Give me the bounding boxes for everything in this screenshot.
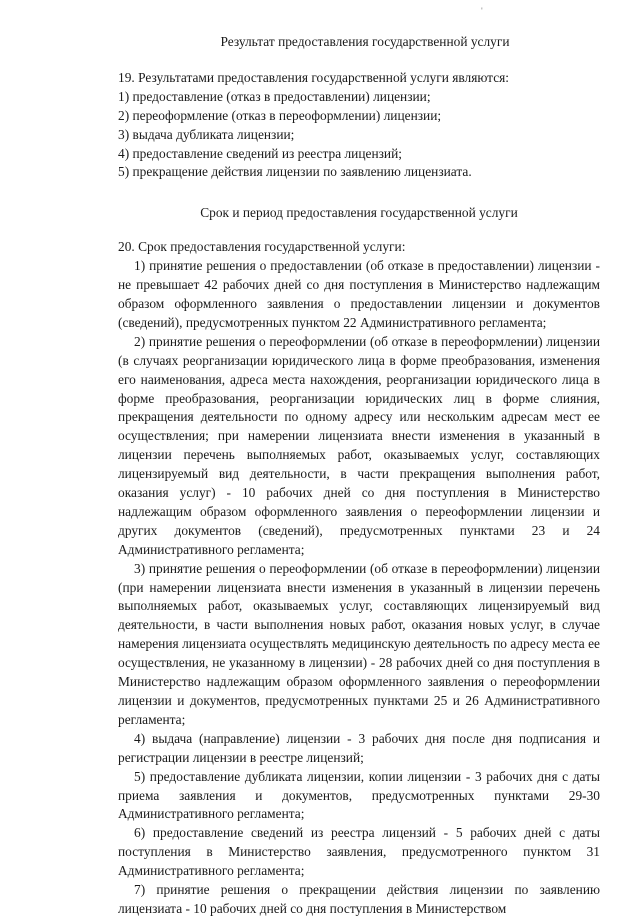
result-item-2: 2) переоформление (отказ в переоформлении) лицензии; [118, 107, 442, 123]
term-item-3: 3) принятие решения о переоформлении (об отказе в переоформлении) лицензии (при намерении лицензиата внести изменения в указанный в лицензии перечень выполняемых работ, оказываемых услуг, составляющих лицензируемый вид деятельности, в части выполнения новых работ, оказания новых услуг, в случае намерения лицензиата осуществлять медицинскую деятельность по адресу места ее осуществления, не указанному в лицензии) - 28 рабочих дней со дня поступления в Министерство надлежащим образом оформленного заявления о переоформлении лицензии и документов, предусмотренных пунктами 25 и 26 Административного регламента; [118, 560, 600, 727]
term-item-6: 6) предоставление сведений из реестра лицензий - 5 рабочих дней с даты поступления в Министерство заявления, предусмотренного пунктом 31 Административного регламента; [118, 825, 600, 879]
section-heading-result: Результат предоставления государственной услуги [220, 34, 510, 49]
result-item-4: 4) предоставление сведений из реестра лицензий; [118, 145, 402, 161]
document-page [118, 33, 600, 919]
result-item-3: 3) выдача дубликата лицензии; [118, 126, 295, 142]
result-item-1: 1) предоставление (отказ в предоставлении) лицензии; [118, 88, 431, 104]
term-item-1: 1) принятие решения о предоставлении (об отказе в предоставлении) лицензии - не превышает 42 рабочих дней со дня поступления в Министерство надлежащим образом оформленного заявления о предоставлении лицензии и документов (сведений), предусмотренных пунктом 22 Административного регламента; [118, 258, 600, 330]
term-item-5: 5) предоставление дубликата лицензии, копии лицензии - 3 рабочих дня с даты приема заявления и документов, предусмотренных пунктами 29-30 Административного регламента; [118, 768, 600, 822]
clause-20-intro: 20. Срок предоставления государственной услуги: [118, 239, 406, 255]
term-item-7: 7) принятие решения о прекращении действия лицензии по заявлению лицензиата - 10 рабочих дней со дня поступления в Министерством [118, 882, 600, 916]
term-item-4: 4) выдача (направление) лицензии - 3 рабочих дня после дня подписания и регистрации лицензии в реестре лицензий; [118, 730, 600, 765]
result-item-5: 5) прекращение действия лицензии по заявлению лицензиата. [118, 164, 472, 180]
section-heading-term: Срок и период предоставления государственной услуги [200, 205, 518, 221]
clause-19-intro: 19. Результатами предоставления государственной услуги являются: [118, 69, 510, 85]
term-item-2: 2) принятие решения о переоформлении (об отказе в переоформлении) лицензии (в случаях реорганизации юридического лица в форме преобразования, изменения его наименования, адреса места нахождения, реорганизации юридического лица в форме преобразования, реорганизации юридических лиц в форме слияния, прекращения деятельности по одному адресу или нескольким адресам мест ее осуществления; при намерении лицензиата внести изменения в указанный в лицензии перечень выполняемых работ, оказываемых услуг, составляющих лицензируемый вид деятельности, в части прекращения выполнения работ, оказания услуг) - 10 рабочих дней со дня поступления в Министерство надлежащим образом оформленного заявления о переоформлении лицензии и других документов (сведений), предусмотренных пунктами 23 и 24 Административного регламента; [118, 333, 600, 557]
scan-mark: ' [481, 6, 483, 16]
